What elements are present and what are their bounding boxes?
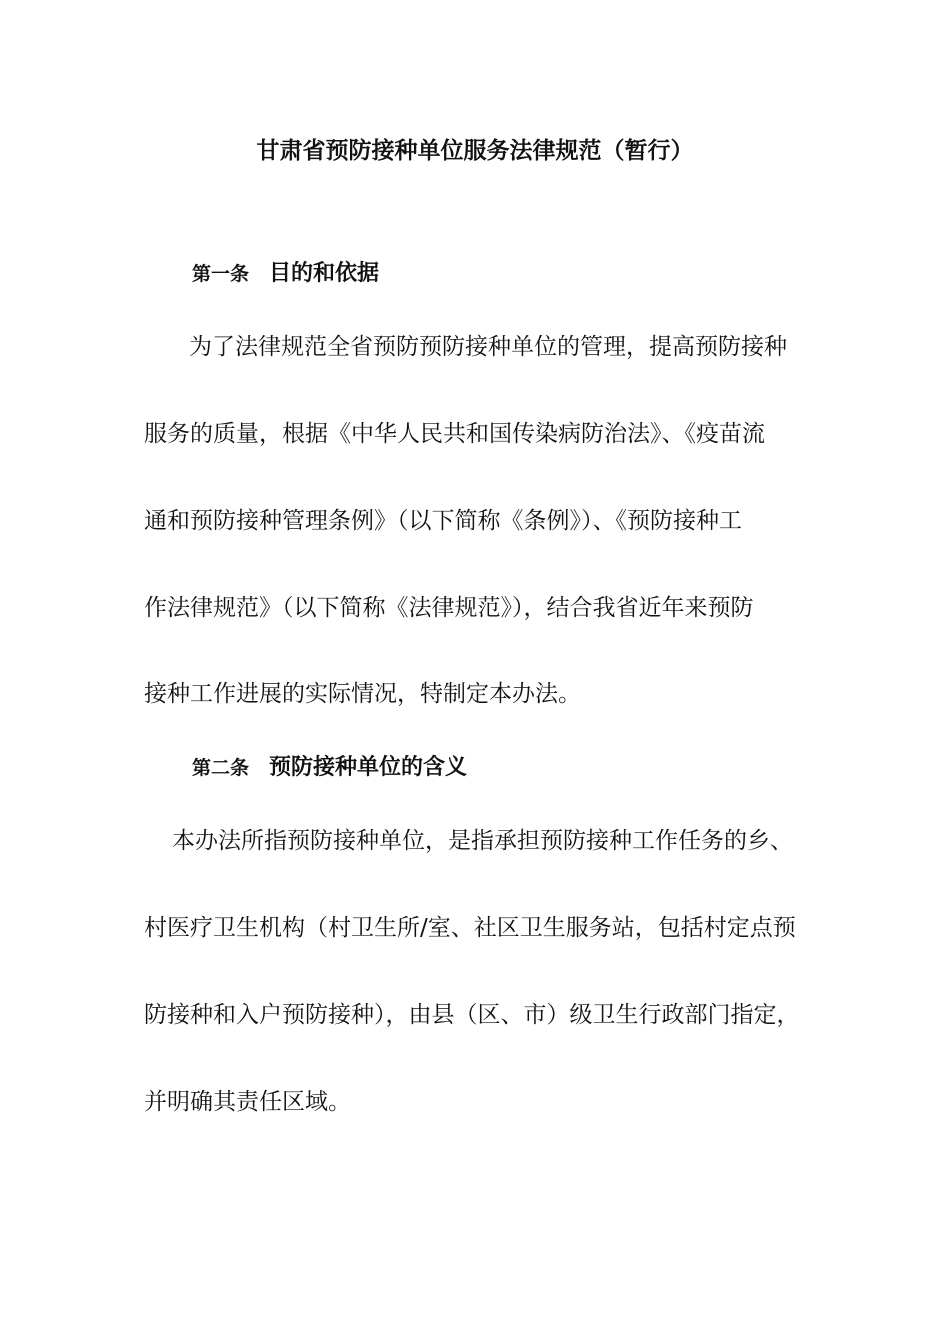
document-title: 甘肃省预防接种单位服务法律规范（暂行） [256,138,694,164]
article-1-title: 目的和依据 [269,261,380,286]
article-2-heading [192,752,467,784]
article-1-line-3: 通和预防接种管理条例》（以下简称《条例》）、《预防接种工 [144,508,742,534]
article-1-heading [192,258,379,290]
article-1-line-4: 作法律规范》（以下简称《法律规范》），结合我省近年来预防 [144,595,754,621]
article-2-number: 第二条 [192,757,250,779]
article-2-line-3: 防接种和入户预防接种），由县（区、市）级卫生行政部门指定， [144,1002,800,1028]
article-1-line-5: 接种工作进展的实际情况，特制定本办法。 [144,681,581,707]
article-1-line-1: 为了法律规范全省预防预防接种单位的管理，提高预防接种 [189,334,787,360]
article-1-number: 第一条 [192,263,250,285]
article-1-line-2: 服务的质量，根据《中华人民共和国传染病防治法》、《疫苗流 [144,421,765,447]
article-2-title: 预防接种单位的含义 [269,755,468,780]
article-2-line-2: 村医疗卫生机构（村卫生所/室、社区卫生服务站，包括村定点预 [144,915,796,941]
article-2-line-4: 并明确其责任区域。 [144,1089,351,1115]
article-2-line-1: 本办法所指预防接种单位，是指承担预防接种工作任务的乡、 [172,828,793,854]
